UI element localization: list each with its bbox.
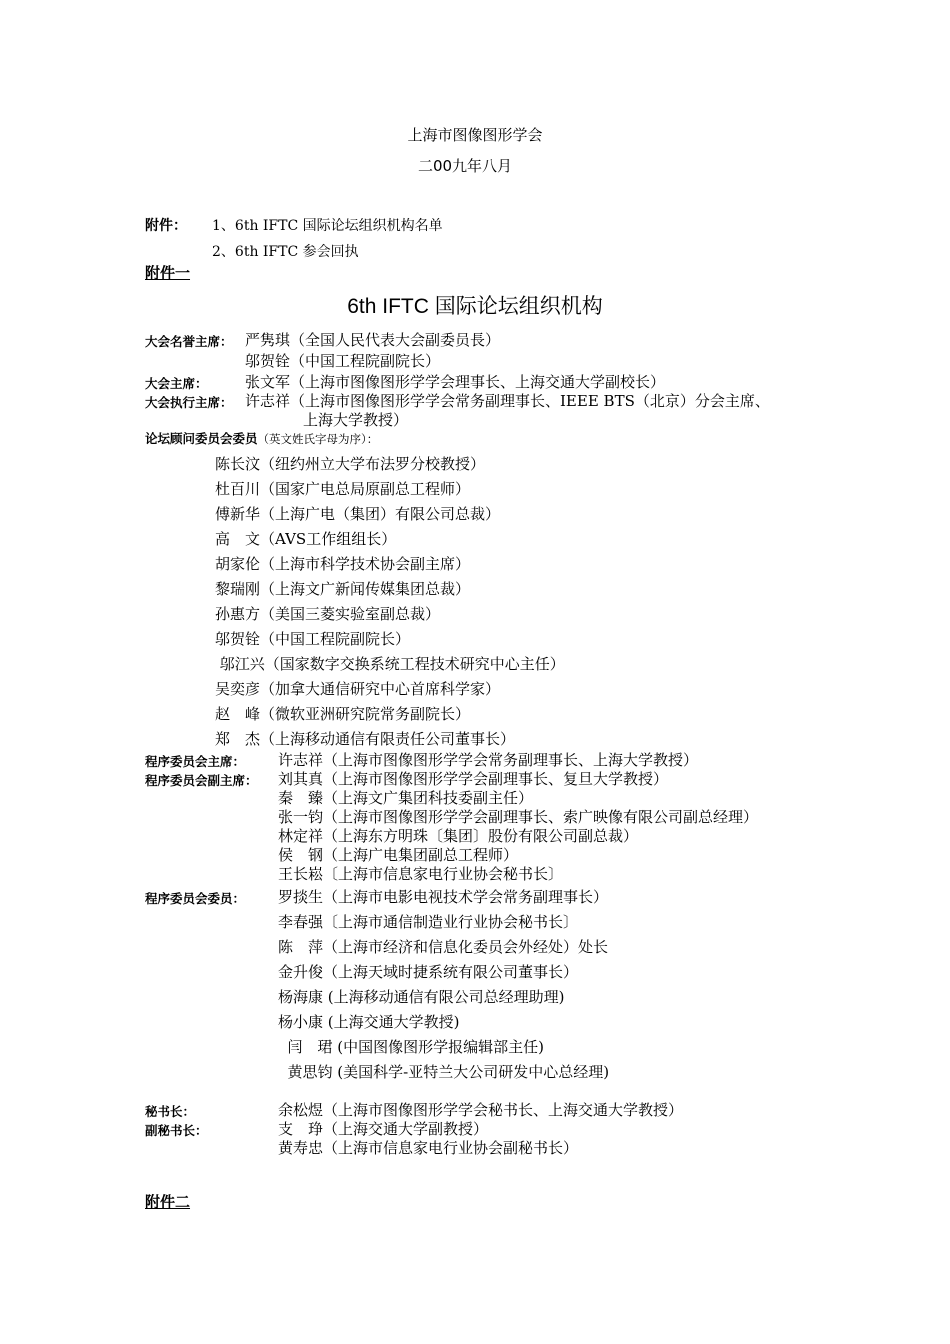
advisory-member: 孙惠方（美国三菱实验室副总裁） <box>215 605 441 623</box>
program-member-entry: 黄思钧 (美国科学-亚特兰大公司研发中心总经理) <box>278 1063 610 1081</box>
program-vice-chair-entry: 王长崧〔上海市信息家电行业协会秘书长〕 <box>278 865 564 883</box>
advisory-member: 傅新华（上海广电（集团）有限公司总裁） <box>215 505 501 523</box>
program-member-entry: 闫 珺 (中国图像图形学报编辑部主任) <box>278 1038 545 1056</box>
advisory-committee-label <box>145 429 378 447</box>
executive-chair-entry: 许志祥（上海市图像图形学学会常务副理事长、IEEE BTS（北京）分会主席、 <box>245 392 770 410</box>
program-vice-chair-entry: 侯 钢（上海广电集团副总工程师） <box>278 846 519 864</box>
deputy-secretary-label: 副秘书长： <box>145 1123 208 1138</box>
advisory-member: 郑 杰（上海移动通信有限责任公司董事长） <box>215 730 516 748</box>
advisory-label-text: 论坛顾问委员会委员 <box>145 431 258 446</box>
document-title: 6th IFTC 国际论坛组织机构 <box>347 295 603 318</box>
program-member-entry: 陈 萍（上海市经济和信息化委员会外经处）处长 <box>278 938 609 956</box>
attachment-item-2: 2、6th IFTC 参会回执 <box>212 244 359 260</box>
deputy-secretary-entry: 黄寿忠（上海市信息家电行业协会副秘书长） <box>278 1139 579 1157</box>
program-vice-chair-entry: 林定祥（上海东方明珠〔集团〕股份有限公司副总裁） <box>278 827 639 845</box>
program-vice-chair-entry: 刘其真（上海市图像图形学学会副理事长、复旦大学教授） <box>278 770 669 788</box>
secretary-general-label: 秘书长： <box>145 1104 196 1119</box>
honorary-chair-entry: 严隽琪（全国人民代表大会副委员長） <box>245 331 501 349</box>
advisory-member: 邬江兴（国家数字交换系统工程技术研究中心主任） <box>215 655 565 673</box>
advisory-member: 黎瑞刚（上海文广新闻传媒集团总裁） <box>215 580 471 598</box>
program-member-entry: 金升俊（上海天域时捷系统有限公司董事长） <box>278 963 579 981</box>
program-member-entry: 杨小康 (上海交通大学教授) <box>278 1013 460 1031</box>
advisory-member: 赵 峰（微软亚洲研究院常务副院长） <box>215 705 471 723</box>
secretary-general-entry: 余松煜（上海市图像图形学学会秘书长、上海交通大学教授） <box>278 1101 684 1119</box>
conference-chair-label: 大会主席： <box>145 376 208 391</box>
honorary-chair-entry: 邬贺铨（中国工程院副院长） <box>245 352 441 370</box>
advisory-member: 吴奕彦（加拿大通信研究中心首席科学家） <box>215 680 501 698</box>
program-vice-chair-entry: 张一钧（上海市图像图形学学会副理事长、索广映像有限公司副总经理） <box>278 808 759 826</box>
appendix-2-heading: 附件二 <box>145 1193 191 1211</box>
executive-chair-entry-cont: 上海大学教授） <box>303 411 409 429</box>
attachments-label: 附件： <box>145 218 187 234</box>
advisory-member: 高 文（AVS工作组组长） <box>215 530 397 548</box>
attachment-item-1: 1、6th IFTC 国际论坛组织机构名单 <box>212 218 443 234</box>
program-member-entry: 杨海康 (上海移动通信有限公司总经理助理) <box>278 988 565 1006</box>
appendix-1-heading: 附件一 <box>145 264 191 282</box>
conference-chair-entry: 张文军（上海市图像图形学学会理事长、上海交通大学副校长） <box>245 373 666 391</box>
program-member-entry: 李春强〔上海市通信制造业行业协会秘书长〕 <box>278 913 579 931</box>
advisory-member: 胡家伦（上海市科学技术协会副主席） <box>215 555 471 573</box>
program-vice-chairs-label: 程序委员会副主席： <box>145 773 258 788</box>
advisory-member: 邬贺铨（中国工程院副院长） <box>215 630 411 648</box>
advisory-member: 杜百川（国家广电总局原副总工程师） <box>215 480 471 498</box>
program-chair-label: 程序委员会主席： <box>145 754 246 769</box>
program-members-label: 程序委员会委员： <box>145 891 246 906</box>
honorary-chair-label: 大会名誉主席： <box>145 334 233 349</box>
program-vice-chair-entry: 秦 臻（上海文广集团科技委副主任） <box>278 789 534 807</box>
deputy-secretary-entry: 支 琤（上海交通大学副教授） <box>278 1120 489 1138</box>
program-chair-entry: 许志祥（上海市图像图形学学会常务副理事长、上海大学教授） <box>278 751 699 769</box>
advisory-ordering-note: （英文姓氏字母为序）： <box>257 432 379 446</box>
document-date: 二00九年八月 <box>417 157 513 175</box>
executive-chair-label: 大会执行主席： <box>145 395 233 410</box>
advisory-member: 陈长汶（纽约州立大学布法罗分校教授） <box>215 455 486 473</box>
program-member-entry: 罗掞生（上海市电影电视技术学会常务副理事长） <box>278 888 609 906</box>
organization-name: 上海市图像图形学会 <box>407 126 543 144</box>
